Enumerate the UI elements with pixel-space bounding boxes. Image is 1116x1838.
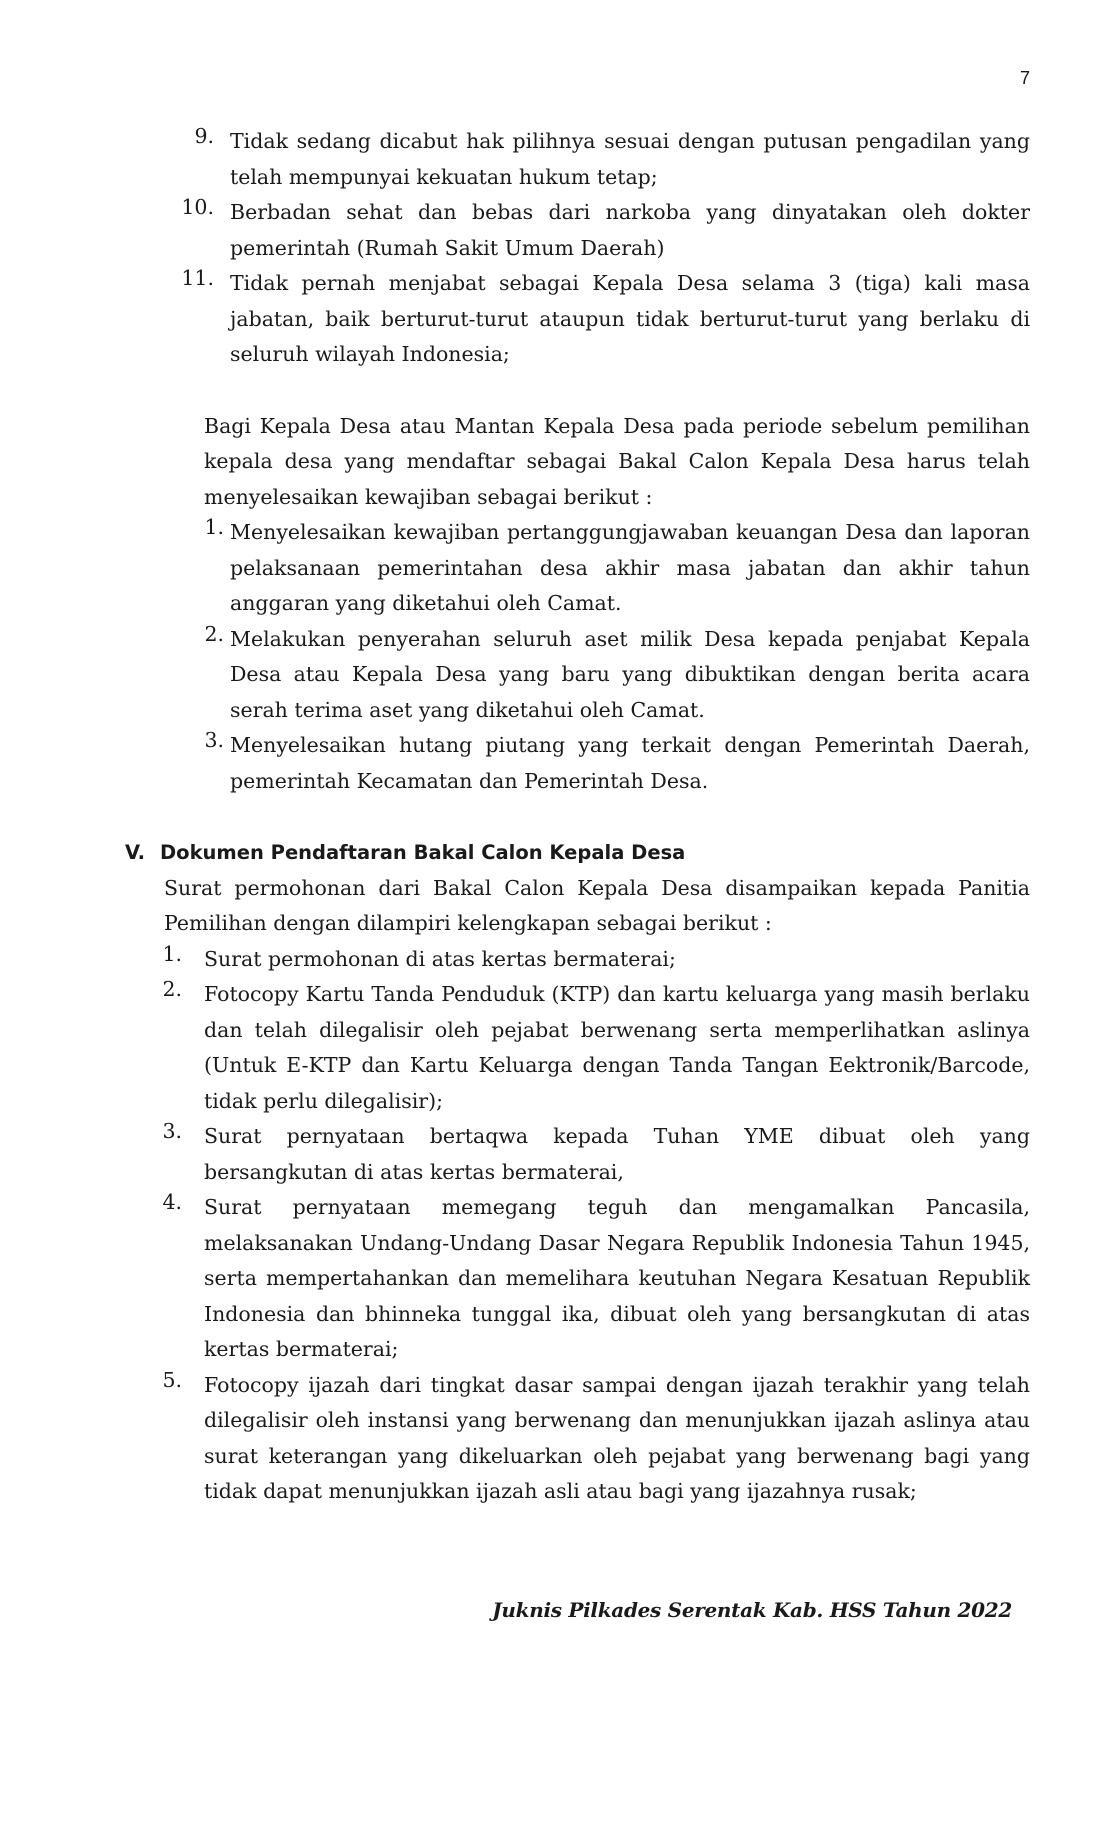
page-number: 7 bbox=[1019, 68, 1030, 88]
list-item-number: 2. bbox=[204, 621, 224, 646]
list-item bbox=[0, 124, 1116, 195]
section-heading bbox=[0, 835, 1116, 871]
list-item-text: Menyelesaikan hutang piutang yang terkait dengan Pemerintah Daerah, pemerintah Kecamatan dan Pemerintah Desa. bbox=[230, 733, 1030, 793]
list-item-text: Tidak pernah menjabat sebagai Kepala Desa selama 3 (tiga) kali masa jabatan, baik berturut-turut ataupun tidak berturut-turut yang berlaku di seluruh wilayah Indonesia; bbox=[230, 271, 1030, 366]
section-number: V. bbox=[125, 841, 145, 864]
obligations-list bbox=[0, 515, 1116, 799]
list-item-number: 3. bbox=[162, 1119, 182, 1143]
list-item-text: Berbadan sehat dan bebas dari narkoba yang dinyatakan oleh dokter pemerintah (Rumah Sakit Umum Daerah) bbox=[230, 200, 1030, 260]
list-item-text: Fotocopy Kartu Tanda Penduduk (KTP) dan kartu keluarga yang masih berlaku dan telah dilegalisir oleh pejabat berwenang serta memperlihatkan aslinya (Untuk E-KTP dan Kartu Keluarga dengan Tanda Tangan Eektronik/Barcode, tidak perlu dilegalisir); bbox=[204, 982, 1030, 1113]
list-item bbox=[0, 942, 1116, 978]
list-item bbox=[0, 1119, 1116, 1190]
list-item-number: 1. bbox=[204, 515, 224, 539]
list-item-text: Fotocopy ijazah dari tingkat dasar sampai dengan ijazah terakhir yang telah dilegalisir oleh instansi yang berwenang dan menunjukkan ijazah aslinya atau surat keterangan yang dikeluarkan oleh pejabat yang berwenang bagi yang tidak dapat menunjukkan ijazah asli atau bagi yang ijazahnya rusak; bbox=[204, 1372, 1030, 1503]
list-item bbox=[0, 622, 1116, 729]
list-item-number: 4. bbox=[162, 1190, 182, 1214]
list-item bbox=[0, 1368, 1116, 1510]
list-item-text: Tidak sedang dicabut hak pilihnya sesuai dengan putusan pengadilan yang telah mempunyai kekuatan hukum tetap; bbox=[230, 129, 1030, 189]
list-item bbox=[0, 195, 1116, 266]
section-title: Dokumen Pendaftaran Bakal Calon Kepala Desa bbox=[160, 841, 686, 864]
list-item-number: 10. bbox=[181, 195, 214, 219]
list-item bbox=[0, 728, 1116, 799]
list-item-number: 11. bbox=[181, 266, 214, 290]
list-item-number: 1. bbox=[162, 941, 182, 966]
list-item-number: 5. bbox=[162, 1367, 182, 1392]
former-head-paragraph: Bagi Kepala Desa atau Mantan Kepala Desa pada periode sebelum pemilihan kepala desa yang mendaftar sebagai Bakal Calon Kepala Desa harus telah menyelesaikan kewajiban sebagai berikut : bbox=[204, 413, 1030, 509]
list-item bbox=[0, 515, 1116, 622]
document-footer: Juknis Pilkades Serentak Kab. HSS Tahun 2022 bbox=[492, 1598, 1012, 1622]
list-item bbox=[0, 977, 1116, 1119]
section-intro: Surat permohonan dari Bakal Calon Kepala Desa disampaikan kepada Panitia Pemilihan dengan dilampiri kelengkapan sebagai berikut : bbox=[164, 875, 1030, 935]
documents-list bbox=[0, 942, 1116, 1510]
document-body bbox=[0, 124, 1116, 1510]
list-item bbox=[0, 266, 1116, 373]
list-item-number: 2. bbox=[162, 977, 182, 1001]
list-item-text: Menyelesaikan kewajiban pertanggungjawaban keuangan Desa dan laporan pelaksanaan pemerintahan desa akhir masa jabatan dan akhir tahun anggaran yang diketahui oleh Camat. bbox=[230, 520, 1030, 615]
list-item-text: Surat pernyataan bertaqwa kepada Tuhan YME dibuat oleh yang bersangkutan di atas kertas bermaterai, bbox=[204, 1124, 1030, 1184]
list-item-number: 3. bbox=[204, 728, 224, 752]
list-item-text: Surat pernyataan memegang teguh dan mengamalkan Pancasila, melaksanakan Undang-Undang Dasar Negara Republik Indonesia Tahun 1945, serta mempertahankan dan memelihara keutuhan Negara Kesatuan Republik Indonesia dan bhinneka tunggal ika, dibuat oleh yang bersangkutan di atas kertas bermaterai; bbox=[204, 1195, 1030, 1361]
requirements-list bbox=[0, 124, 1116, 373]
list-item-text: Melakukan penyerahan seluruh aset milik Desa kepada penjabat Kepala Desa atau Kepala Desa yang baru yang dibuktikan dengan berita acara serah terima aset yang diketahui oleh Camat. bbox=[230, 626, 1030, 722]
list-item bbox=[0, 1190, 1116, 1368]
list-item-text: Surat permohonan di atas kertas bermaterai; bbox=[204, 946, 676, 971]
list-item-number: 9. bbox=[194, 124, 214, 148]
